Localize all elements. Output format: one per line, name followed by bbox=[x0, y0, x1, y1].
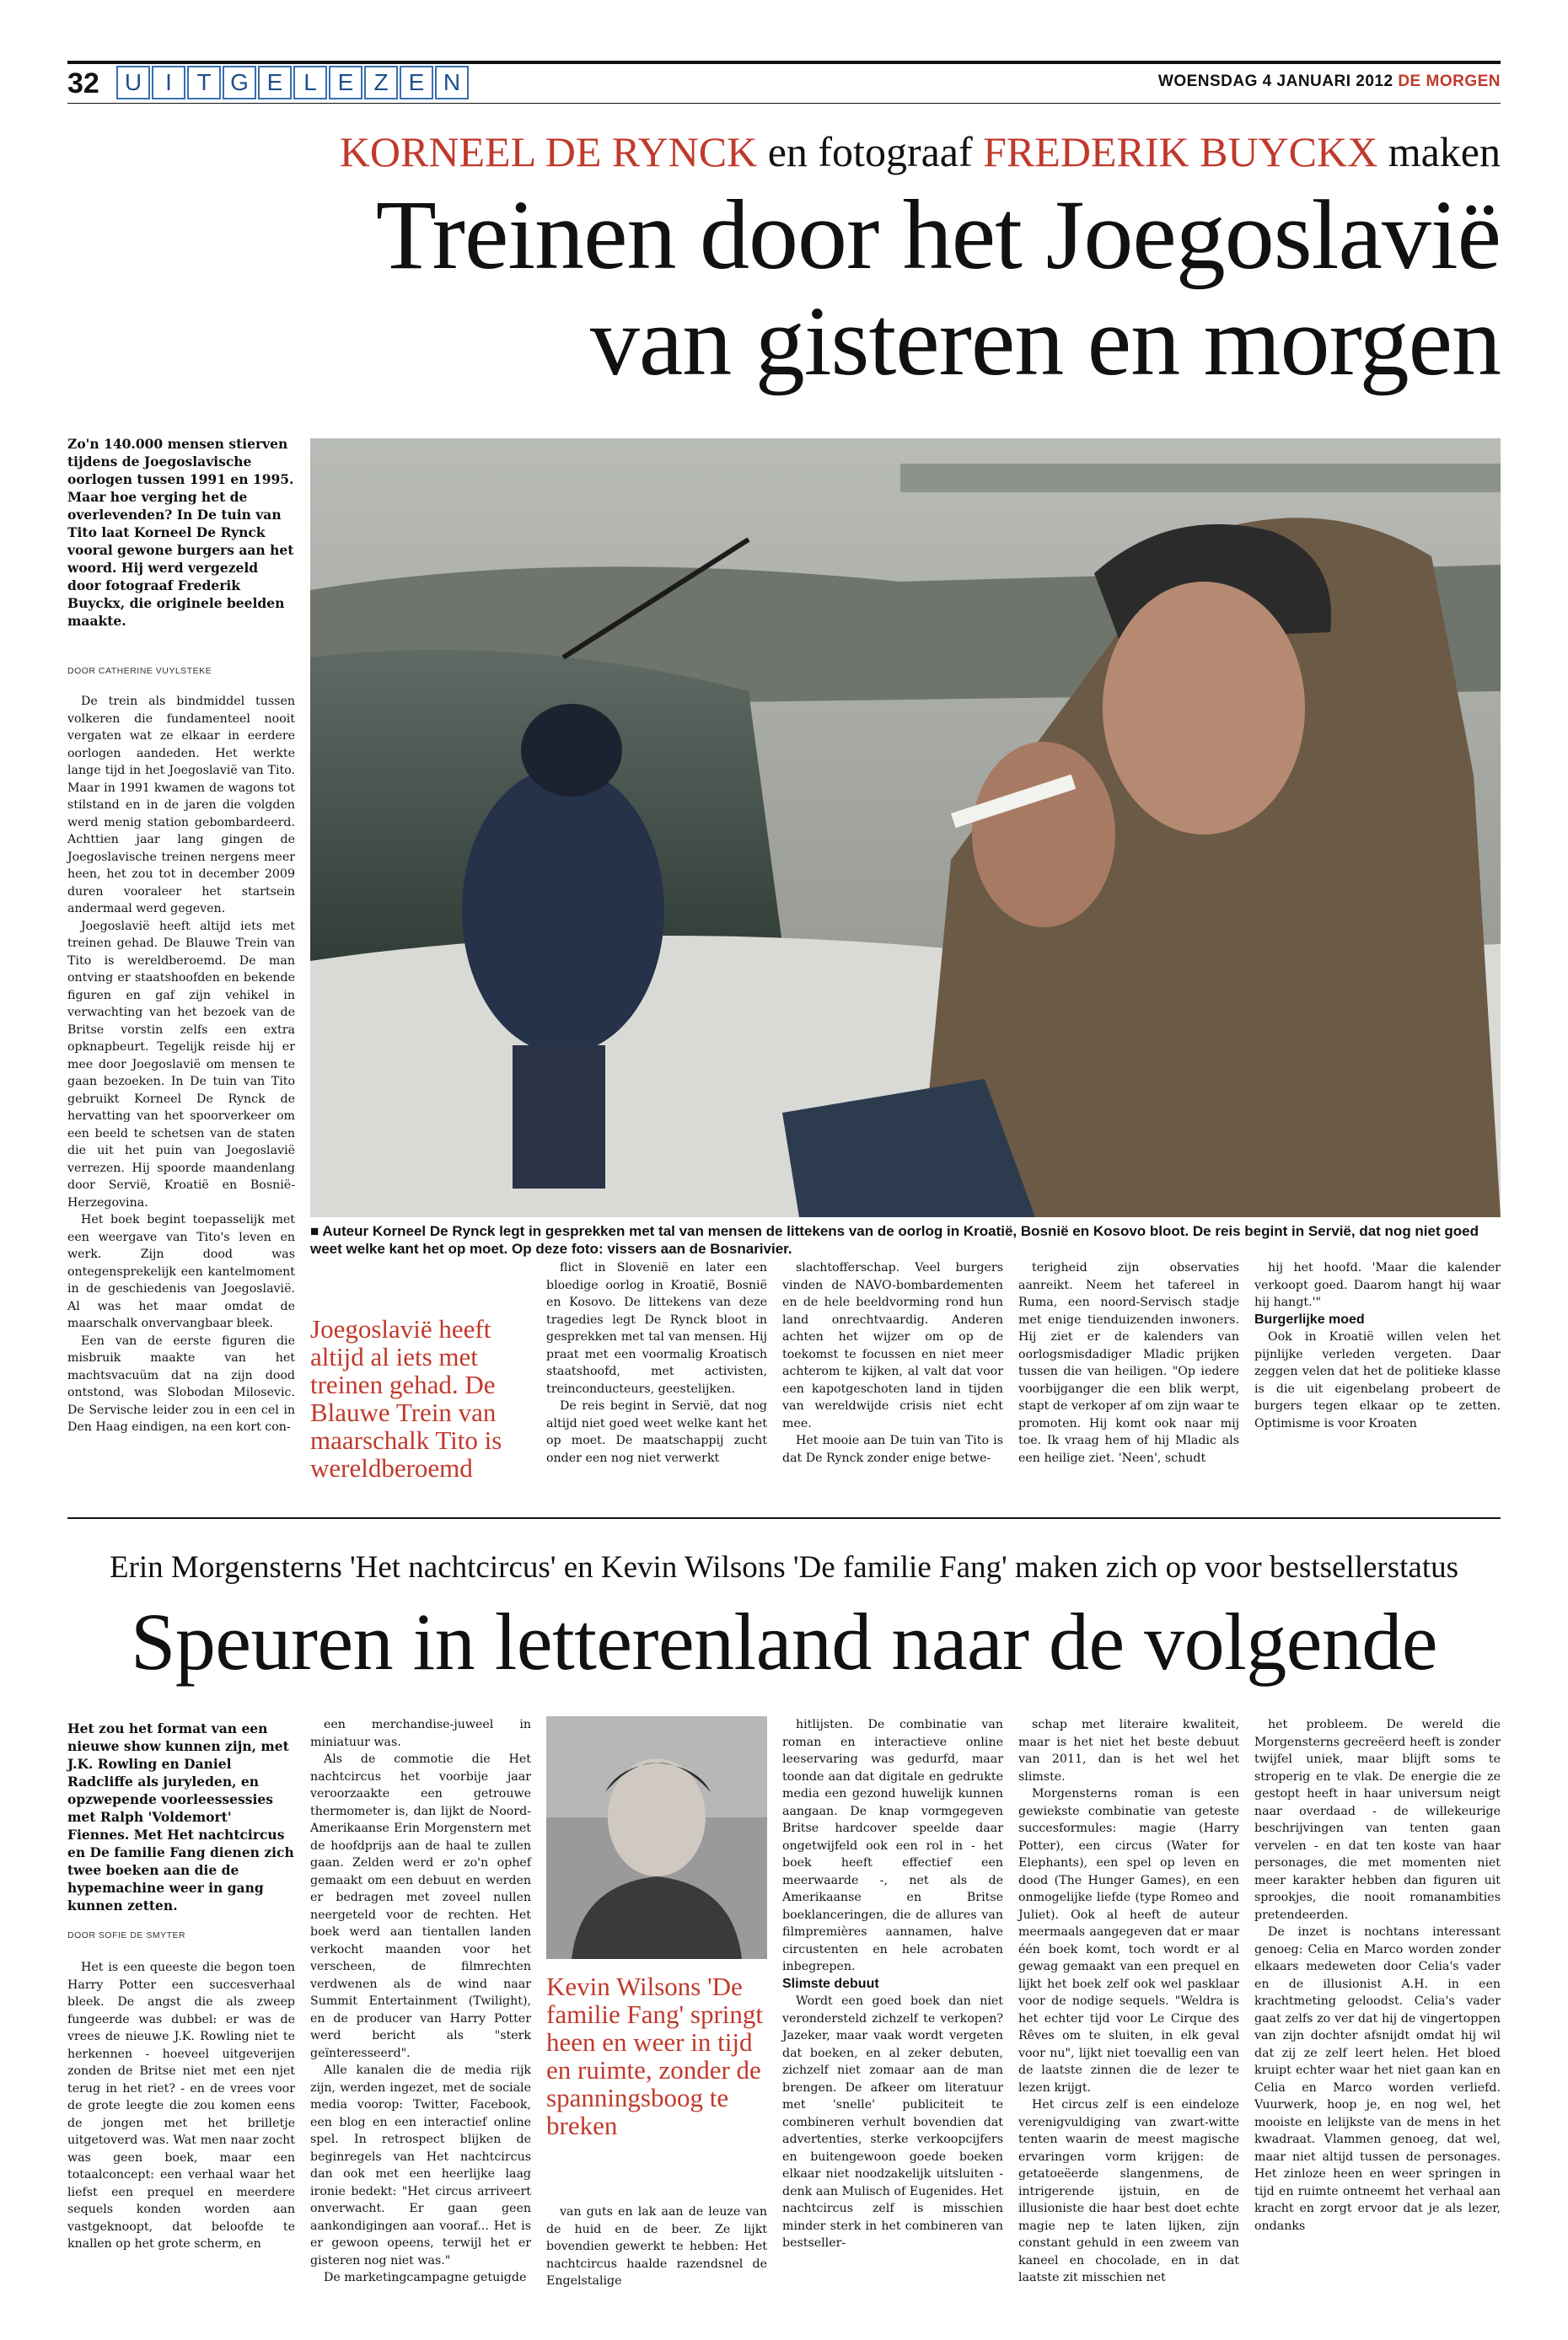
paragraph: Morgensterns roman is een gewiekste combinatie van geteste succesformules: magie (Harry Potter), een circus (Water for Elephants), een spel op leven en dood (The Hunger Games), en een onmogelijke liefde (type Romeo and Juliet). Ook al heeft de auteur meermaals aangegeven dat er maar één boek komt, toch wordt er al gewag gemaakt van een prequel en lijkt het boek zelf ook wel pasklaar voor de nodige sequels. "Weldra is het echter tijd voor Le Cirque des Rêves om te sluiten, in elk geval voor nu", lijkt niet toevallig een van de laatste zinnen die de lezer te lezen krijgt. bbox=[1018, 1787, 1239, 2095]
article-divider bbox=[67, 1517, 1501, 1519]
article2-pullquote: Kevin Wilsons 'De familie Fang' springt heen en weer in tijd en ruimte, zonder de spanningsboog te breken bbox=[546, 1972, 763, 2140]
article1-column-5 bbox=[1018, 1259, 1239, 1467]
photo-caption: ■ Auteur Korneel De Rynck legt in gesprekken met tal van mensen de littekens van de oorlog in Kroatië, Bosnië en Kosovo bloot. De reis begint in Servië, dat nog niet goed weet welke kant het op moet. Op deze foto: vissers aan de Bosnarivier. bbox=[310, 1223, 1479, 1257]
paragraph: Joegoslavië heeft altijd iets met treinen gehad. De Blauwe Trein van Tito is wereldberoemd. De man ontving er staatshoofden en bekende figuren en gaf zijn vehikel in verwachting van het bezoek van de Britse vorstin zelfs een extra opknapbeurt. Tegelijk reisde hij er mee door Joegoslavië om mensen te gaan bezoeken. In De tuin van Tito gebruikt Korneel De Rynck de hervatting van het spoorverkeer om een beeld te schetsen van de staten die uit het puin van Joegoslavië verrezen. Hij spoorde maandenlang door Servië, Kroatië en Bosnië-Herzegovina. bbox=[67, 919, 295, 1210]
paragraph: het probleem. De wereld die Morgensterns gecreëerd heeft is zonder twijfel uniek, maar blijft soms te stroperig en te vlak. De energie die ze gestopt heeft in haar universum neigt naar overdaad - de willekeurige beschrijvingen van tenten gaan vervelen - en dat ten koste van haar personages, die met momenten niet meer karakter hebben dan figuren uit sprookjes, die nooit romanambities pretendeerden. bbox=[1254, 1718, 1501, 1922]
paragraph: Als de commotie die Het nachtcircus het voorbije jaar veroorzaakte een getrouwe thermometer is, dan lijkt de Noord-Amerikaanse Erin Morgenstern met de hoofdprijs aan de haal te zullen gaan. Zelden werd er zo'n ophef gemaakt om een debuut en werden er bedragen met zoveel nullen neergeteld voor de rechten. Het boek werd aan tientallen landen verkocht maanden voor het verscheen, de filmrechten verdwenen als de wind naar Summit Entertainment (Twilight), en de producer van Harry Potter werd bericht als "sterk geïnteresseerd". bbox=[310, 1752, 531, 2060]
subheading: Burgerlijke moed bbox=[1254, 1312, 1365, 1327]
paragraph: De marketingcampagne getuigde bbox=[324, 2271, 527, 2284]
article2-kicker: Erin Morgensterns 'Het nachtcircus' en Kevin Wilsons 'De familie Fang' maken zich op voor bestsellerstatus bbox=[109, 1550, 1459, 1585]
issue-date: WOENSDAG 4 JANUARI 2012 bbox=[1157, 72, 1393, 90]
article2-headline: Speuren in letterenland naar de volgende bbox=[130, 1597, 1438, 1687]
article1-column-4 bbox=[782, 1259, 1003, 1467]
kicker-end: maken bbox=[1377, 128, 1501, 175]
paragraph: flict in Slovenië en later een bloedige oorlog in Kroatië, Bosnië en Kosovo. De littekens van deze tragedies legt De Rynck bloot in gesprekken met tal van mensen. Hij praat met een voormalig Kroatisch staatshoofd, met activisten, treinconducteurs, geestelijken. bbox=[546, 1261, 767, 1396]
article2-column-5 bbox=[1018, 1716, 1239, 2287]
section-letter: U bbox=[116, 66, 150, 99]
section-letter: E bbox=[329, 66, 362, 99]
paragraph: De inzet is nochtans interessant genoeg: Celia en Marco worden zonder elkaars medeweten door Celia's vader en de illusionist A.H. in een krachtmeting geloodst. Celia's vader gaat zelfs zo ver dat hij de vingertoppen van zijn dochter afsnijdt omdat hij wil dat zij ze zelf leert helen. Het bloed kruipt echter waar het niet gaan kan en Celia en Marco worden verliefd. Vuurwerk, hoop je, en nog wel, het mooiste en lelijkste van de mens in het kwadraat. Vlammen genoeg, dat wel, maar niet altijd tussen de personages. Het zinloze heen en weer springen in tijd en ruimte ontneemt het verhaal aan kracht en zorgt ervoor dat je als lezer, ondanks bbox=[1254, 1925, 1501, 2233]
article2-byline: DOOR SOFIE DE SMYTER bbox=[67, 1930, 186, 1940]
section-letter: L bbox=[293, 66, 327, 99]
page-number: 32 bbox=[67, 67, 99, 99]
fishermen-photo bbox=[310, 438, 1501, 1217]
dateline bbox=[1158, 72, 1501, 91]
kicker-mid: en fotograaf bbox=[757, 128, 984, 175]
masthead-underline bbox=[67, 103, 1501, 104]
article2-lead: Het zou het format van een nieuwe show kunnen zijn, met J.K. Rowling en Daniel Radcliffe als juryleden, en opzwepende voorleessessies met Ralph 'Voldemort' Fiennes. Met Het nachtcircus en De familie Fang dienen zich twee boeken aan die de hypemachine weer in gang kunnen zetten. bbox=[67, 1720, 294, 1913]
section-letter: E bbox=[258, 66, 292, 99]
paragraph: Het circus zelf is een eindeloze verenigvuldiging van zwart-witte tenten waarin de meest magische ervaringen vorm krijgen: de getatoeëerde slangenmens, de intrigerende ijstuin, en de illusioniste die haar best doet echte magie nep te laten lijken, zijn constant gehuld in een zweem van kaneel en chocolade, en in dat laatste zit misschien net bbox=[1018, 2098, 1239, 2284]
author-portrait-photo bbox=[546, 1716, 767, 1959]
paragraph: hitlijsten. De combinatie van roman en interactieve online leeservaring was gedurfd, maar toonde aan dat digitale en gedrukte media een gezond huwelijk kunnen aangaan. De knap vormgegeven Britse hardcover speelde daar ongetwijfeld ook een rol in - het boek heeft effectief een meerwaarde -, net als de Amerikaanse en Britse boeklanceringen, die de allures van filmpremières aannamen, halve circustenten en hele acrobaten inbegrepen. bbox=[782, 1718, 1003, 1973]
article1-headline bbox=[67, 182, 1501, 394]
paragraph: schap met literaire kwaliteit, maar is het niet het beste debuut van 2011, dan is het wel het slimste. bbox=[1018, 1718, 1239, 1784]
article2-column-4 bbox=[782, 1716, 1003, 2252]
headline-line-2: van gisteren en morgen bbox=[589, 286, 1501, 396]
section-letter: G bbox=[223, 66, 256, 99]
article1-kicker bbox=[67, 126, 1501, 177]
section-letter: T bbox=[187, 66, 221, 99]
paragraph: Ook in Kroatië willen velen het pijnlijke verleden vergeten. Daar zeggen velen dat het de politieke klasse is die uit eigenbelang probeert de burgers tegen elkaar op te zetten. Optimisme is voor Kroaten bbox=[1254, 1330, 1501, 1430]
section-letter: E bbox=[400, 66, 433, 99]
paragraph: Alle kanalen die de media rijk zijn, werden ingezet, met de sociale media voorop: Twitter, Facebook, een blog en een interactief online spel. In retrospect blijken de beginregels van Het nachtcircus dan ook met een heerlijke laag ironie bedekt: "Het circus arriveert onverwacht. Er gaan geen aankondigingen aan vooraf... Het is er gewoon opeens, terwijl het er gisteren nog niet was." bbox=[310, 2064, 531, 2268]
paragraph: Wordt een goed boek dan niet verondersteld zichzelf te verkopen? Jazeker, maar vaak wordt vergeten dat boeken, en al zeker debuten, zichzelf niet zomaar aan de man brengen. De afkeer om literatuur met 'snelle' publiciteit te combineren verhult bovendien dat advertenties, sterke verkoopcijfers en buitengewoon goede boeken elkaar niet noodzakelijk uitsluiten - denk aan Mulisch of Eugenides. Het nachtcircus zelf is misschien minder sterk in het combineren van bestseller- bbox=[782, 1994, 1003, 2250]
paragraph: hij het hoofd. 'Maar die kalender verkoopt goed. Daarom hangt hij waar hij hangt.'" bbox=[1254, 1261, 1501, 1309]
article1-column-6 bbox=[1254, 1259, 1501, 1432]
section-letter: Z bbox=[364, 66, 398, 99]
paragraph: Het is een queeste die begon toen Harry Potter een succesverhaal bleek. De angst die als zweep fungeerde was dubbel: er was de vrees de nieuwe J.K. Rowling niet te herkennen - hoeveel uitgeverijen zonden de Britse niet met een njet terug in het riet? - en de vrees voor de grote leegte die zou komen eens de jongen met het brilletje uitgetoverd was. Wat men naar zocht was geen boek, maar een totaalconcept: een verhaal waar het liefst een prequel en meerdere sequels konden worden aan vastgeknoopt, dat beloofde te knallen op het grote scherm, en bbox=[67, 1961, 295, 2251]
paragraph: slachtofferschap. Veel burgers vinden de NAVO-bombardementen en de hele beeldvorming rond hun land onrechtvaardig. Anderen achten het wijzer om op de toekomst te focussen en niet meer achterom te kijken, al valt dat voor een kapotgeschoten land in tijden van wereldwijde crisis niet echt mee. bbox=[782, 1261, 1003, 1430]
headline-line-1: Treinen door het Joegoslavië bbox=[375, 180, 1501, 290]
article1-pullquote: Joegoslavië heeft altijd al iets met treinen gehad. De Blauwe Trein van maarschalk Tito is wereldberoemd bbox=[310, 1314, 502, 1483]
fishermen-photo-illustration bbox=[310, 438, 1501, 1217]
kicker-photographer: FREDERIK BUYCKX bbox=[983, 128, 1378, 175]
article2-column-6 bbox=[1254, 1716, 1501, 2235]
masthead-rule bbox=[67, 61, 1501, 64]
article1-lead: Zo'n 140.000 mensen stierven tijdens de Joegoslavische oorlogen tussen 1991 en 1995. Maar hoe verging het de overlevenden? In De tuin van Tito laat Korneel De Rynck vooral gewone burgers aan het woord. Hij werd vergezeld door fotograaf Frederik Buyckx, die originele beelden maakte. bbox=[67, 436, 294, 629]
paragraph: terigheid zijn observaties aanreikt. Neem het tafereel in Ruma, een noord-Servisch stadje met enige tienduizenden inwoners. Hij ziet er de kalenders van oorlogsmisdadiger Mladic prijken tussen die van heiligen. "Op iedere voorbijganger die een blik werpt, stapt de verkoper af om zijn waar te promoten. Hij komt ook naar mij toe. Ik vraag hem of hij Mladic als een heilige ziet. 'Neen', schudt bbox=[1018, 1261, 1239, 1465]
author-portrait-illustration bbox=[546, 1716, 767, 1959]
article1-column-3 bbox=[546, 1259, 767, 1467]
newspaper-brand: DE MORGEN bbox=[1398, 72, 1501, 90]
kicker-author: KORNEEL DE RYNCK bbox=[339, 128, 758, 175]
paragraph: van guts en lak aan de leuze van de huid en de beer. Ze lijkt bovendien gewerkt te hebben: Het nachtcircus haalde razendsnel de Engelstalige bbox=[546, 2205, 767, 2288]
paragraph: De reis begint in Servië, dat nog altijd niet goed weet welke kant het op moet. De maatschappij zucht onder een nog niet verwerkt bbox=[546, 1399, 767, 1465]
paragraph: Een van de eerste figuren die misbruik maakte van het machtsvacuüm dat na zijn dood ontstond, was Slobodan Milosevic. De Servische leider zou in een cel in Den Haag eindigen, na een kort con- bbox=[67, 1334, 295, 1434]
article1-byline: DOOR CATHERINE VUYLSTEKE bbox=[67, 666, 212, 676]
paragraph: De trein als bindmiddel tussen volkeren die fundamenteel nooit vergaten wat ze elkaar in eerdere oorlogen aandeden. Het werkte lange tijd in het Joegoslavië van Tito. Maar in 1991 kwamen de wagons tot stilstand en in de jaren die volgden werd menig station gebombardeerd. Achttien jaar lang gingen de Joegoslavische treinen nergens meer heen, het zou tot in december 2009 duren vooraleer het startsein andermaal werd gegeven. bbox=[67, 695, 295, 915]
article2-column-3 bbox=[546, 2203, 767, 2290]
paragraph: Het boek begint toepasselijk met een weergave van Tito's leven en werk. Zijn dood was ontegensprekelijk een kantelmoment in de geschiedenis van Joegoslavië. Al was het maar omdat de maarschalk onvervangbaar bleek. bbox=[67, 1213, 295, 1330]
paragraph: een merchandise-juweel in miniatuur was. bbox=[310, 1718, 531, 1749]
article2-column-1 bbox=[67, 1959, 295, 2253]
subheading: Slimste debuut bbox=[782, 1976, 879, 1991]
section-letter: N bbox=[435, 66, 469, 99]
paragraph: Het mooie aan De tuin van Tito is dat De Rynck zonder enige betwe- bbox=[782, 1434, 1003, 1465]
section-title bbox=[116, 66, 470, 99]
article1-column-1 bbox=[67, 693, 295, 1436]
article2-column-2 bbox=[310, 1716, 531, 2287]
section-letter: I bbox=[152, 66, 185, 99]
